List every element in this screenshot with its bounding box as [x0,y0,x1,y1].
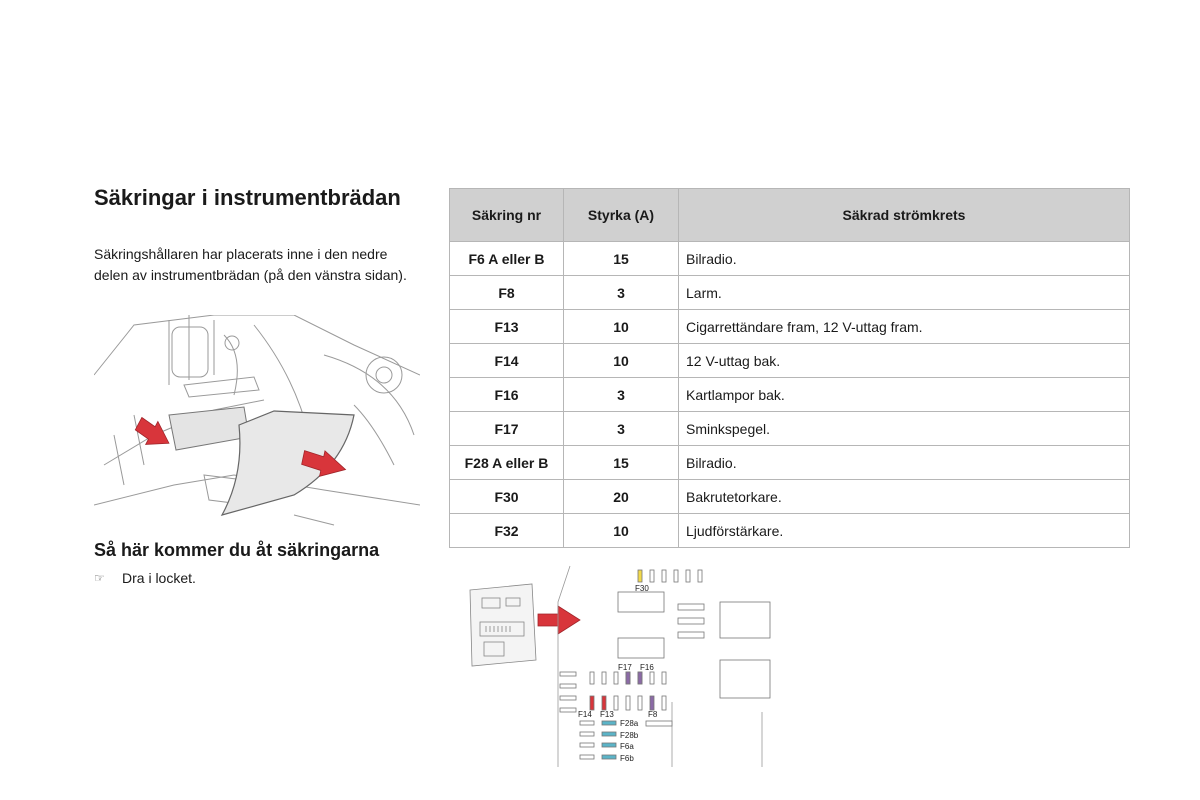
amp-cell: 3 [564,412,679,446]
table-row [450,412,1130,446]
table-row [450,446,1130,480]
header-fuse-nr: Säkring nr [450,189,564,242]
circuit-cell: Bilradio. [679,242,1130,276]
fuse-cell: F16 [450,378,564,412]
amp-cell: 15 [564,242,679,276]
table-row [450,514,1130,548]
table-row [450,344,1130,378]
fuse-table [449,188,1130,548]
circuit-cell: Bakrutetorkare. [679,480,1130,514]
fuse-cell: F30 [450,480,564,514]
table-row [450,480,1130,514]
amp-cell: 10 [564,310,679,344]
dashboard-illustration [94,315,420,533]
label-f17: F17 [618,663,632,672]
label-f13: F13 [600,710,614,719]
fuse-cell: F13 [450,310,564,344]
table-row [450,276,1130,310]
label-f6a: F6a [620,742,634,751]
circuit-cell: Cigarrettändare fram, 12 V-uttag fram. [679,310,1130,344]
label-f6b: F6b [620,754,634,763]
label-f28a: F28a [620,719,639,728]
label-f8: F8 [648,710,658,719]
fuse-cell: F8 [450,276,564,310]
header-amperage: Styrka (A) [564,189,679,242]
fuse-cell: F17 [450,412,564,446]
circuit-cell: Bilradio. [679,446,1130,480]
amp-cell: 15 [564,446,679,480]
fuse-cell: F32 [450,514,564,548]
label-f28b: F28b [620,731,639,740]
label-f14: F14 [578,710,592,719]
amp-cell: 10 [564,514,679,548]
step-text: Dra i locket. [122,570,196,586]
circuit-cell: Ljudförstärkare. [679,514,1130,548]
circuit-cell: Larm. [679,276,1130,310]
hand-pointer-icon: ☞ [94,571,105,585]
circuit-cell: Kartlampor bak. [679,378,1130,412]
table-row [450,242,1130,276]
table-row [450,378,1130,412]
circuit-cell: 12 V-uttag bak. [679,344,1130,378]
section-title: Säkringar i instrumentbrädan [94,185,401,210]
amp-cell: 20 [564,480,679,514]
circuit-cell: Sminkspegel. [679,412,1130,446]
instruction-step [94,570,196,586]
fuse-box-thumbnail [470,584,536,666]
table-row [450,310,1130,344]
amp-cell: 3 [564,378,679,412]
fuse-box-diagram [462,562,792,767]
label-f30: F30 [635,584,649,593]
table-header-row [450,189,1130,242]
fuse-cell: F6 A eller B [450,242,564,276]
fuse-cell: F28 A eller B [450,446,564,480]
fuse-cell: F14 [450,344,564,378]
label-f16: F16 [640,663,654,672]
direction-arrow [538,606,580,634]
intro-paragraph: Säkringshållaren har placerats inne i den nedre delen av instrumentbrädan (på den vänstra sidan). [94,246,407,283]
access-subtitle: Så här kommer du åt säkringarna [94,540,380,560]
amp-cell: 3 [564,276,679,310]
amp-cell: 10 [564,344,679,378]
header-circuit: Säkrad strömkrets [679,189,1130,242]
